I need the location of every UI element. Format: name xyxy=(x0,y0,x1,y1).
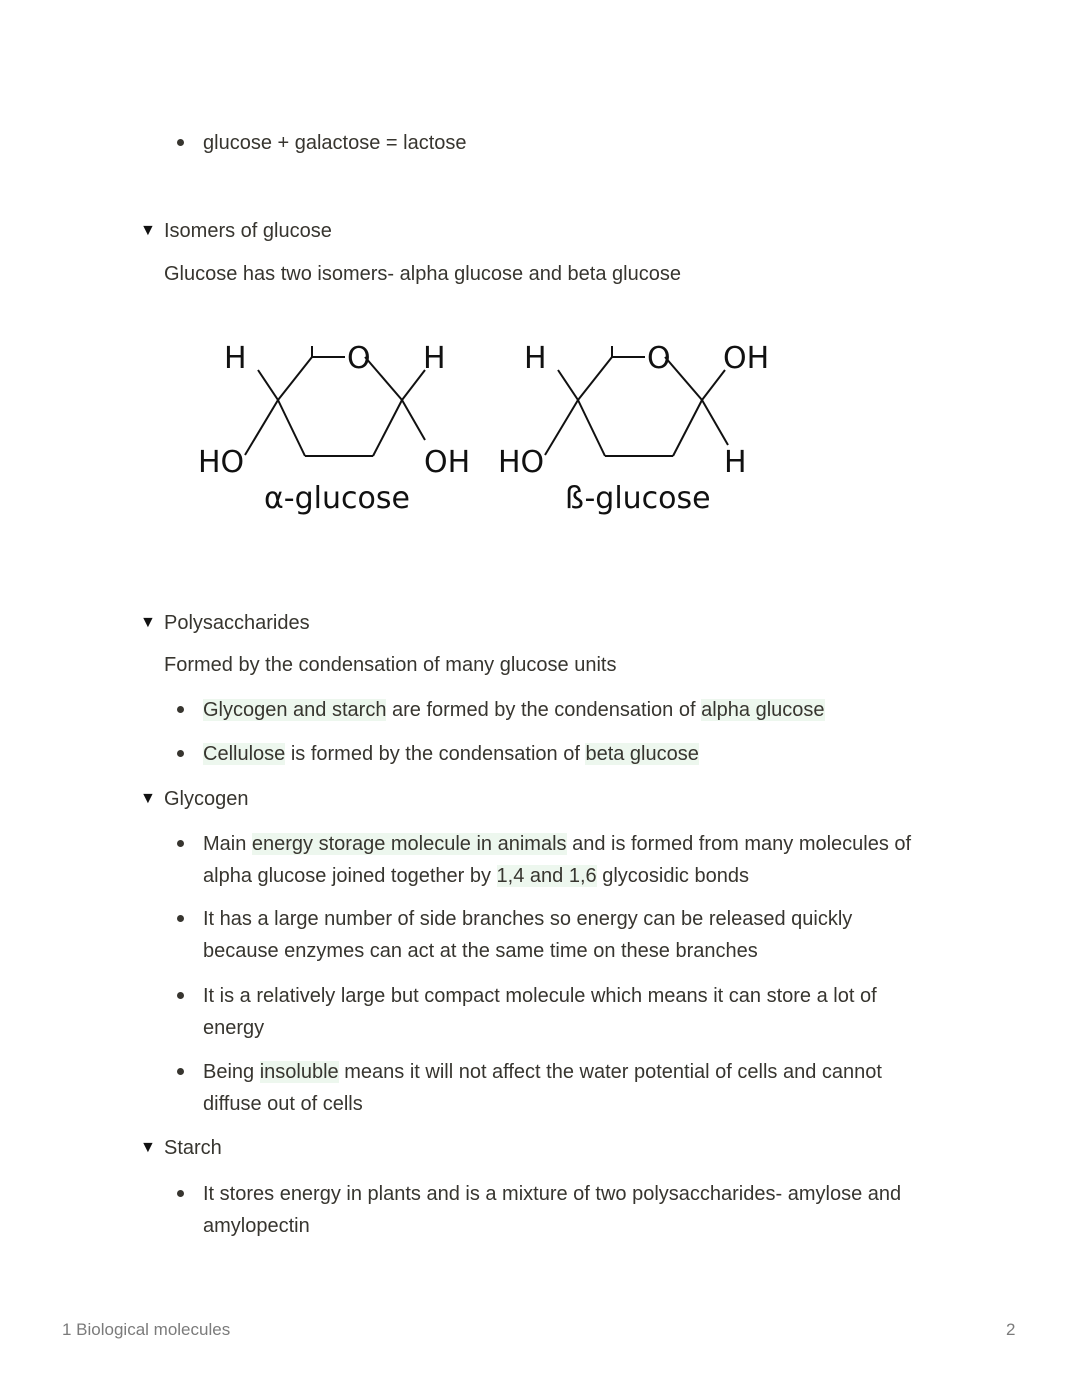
alpha-bottom-right: OH xyxy=(424,445,471,480)
top-bullet-text: glucose + galactose = lactose xyxy=(203,132,467,154)
starch-heading[interactable]: Starch xyxy=(164,1137,222,1159)
toggle-triangle-icon[interactable]: ▼ xyxy=(140,1139,156,1156)
beta-ho: HO xyxy=(498,445,545,480)
glucose-isomers-diagram xyxy=(180,330,820,530)
polysaccharides-heading[interactable]: Polysaccharides xyxy=(164,612,310,634)
polysaccharides-bullet-2: Cellulose is formed by the condensation of beta glucose xyxy=(203,743,699,765)
bullet-dot xyxy=(177,1190,184,1197)
bullet-dot xyxy=(177,1068,184,1075)
toggle-triangle-icon[interactable]: ▼ xyxy=(140,790,156,807)
alpha-glucose-label: α-glucose xyxy=(264,481,410,516)
footer-page-number: 2 xyxy=(1006,1320,1016,1339)
polysaccharides-bullet-1: Glycogen and starch are formed by the condensation of alpha glucose xyxy=(203,699,825,721)
beta-top-right: OH xyxy=(723,341,770,376)
bullet-dot xyxy=(177,915,184,922)
bullet-dot xyxy=(177,750,184,757)
glycogen-bullet-4: Being insoluble means it will not affect the water potential of cells and cannot diffuse out of cells xyxy=(203,1061,882,1115)
bullet-dot xyxy=(177,139,184,146)
glycogen-bullet-1: Main energy storage molecule in animals and is formed from many molecules of alpha glucose joined together by 1,4 and 1,6 glycosidic bonds xyxy=(203,833,912,887)
alpha-h-left: H xyxy=(224,341,247,376)
bullet-dot xyxy=(177,840,184,847)
alpha-ho: HO xyxy=(198,445,245,480)
alpha-ring-o: O xyxy=(347,341,371,376)
isomers-heading[interactable]: Isomers of glucose xyxy=(164,220,332,242)
footer-section: 1 Biological molecules xyxy=(62,1320,231,1339)
glycogen-bullet-3: It is a relatively large but compact molecule which means it can store a lot of energy xyxy=(203,985,877,1039)
beta-bottom-right: H xyxy=(724,445,747,480)
glycogen-heading[interactable]: Glycogen xyxy=(164,788,249,810)
polysaccharides-text: Formed by the condensation of many glucose units xyxy=(164,654,617,676)
isomers-text: Glucose has two isomers- alpha glucose and beta glucose xyxy=(164,263,681,285)
bullet-dot xyxy=(177,706,184,713)
bullet-dot xyxy=(177,992,184,999)
beta-h-left: H xyxy=(524,341,547,376)
beta-ring-o: O xyxy=(647,341,671,376)
toggle-triangle-icon[interactable]: ▼ xyxy=(140,222,156,239)
toggle-triangle-icon[interactable]: ▼ xyxy=(140,614,156,631)
glycogen-bullet-2: It has a large number of side branches so energy can be released quickly because enzymes can act at the same time on these branches xyxy=(203,908,853,962)
starch-bullet-1: It stores energy in plants and is a mixture of two polysaccharides- amylose and amylopectin xyxy=(203,1183,902,1237)
beta-glucose-label: ß-glucose xyxy=(565,481,711,516)
alpha-top-right: H xyxy=(423,341,446,376)
